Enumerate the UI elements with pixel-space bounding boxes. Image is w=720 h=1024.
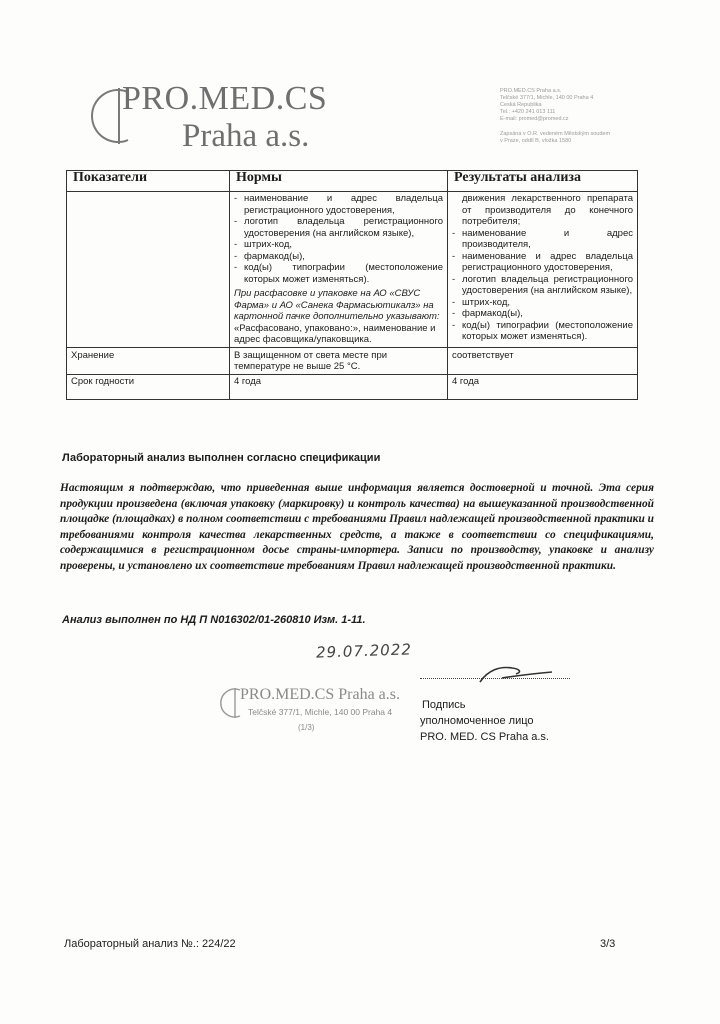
address-line: E-mail: promed@promed.cz — [500, 116, 569, 122]
specification-table — [66, 170, 638, 400]
results-cell — [448, 192, 638, 348]
header-indicators: Показатели — [67, 171, 230, 192]
lab-analysis-line: Лабораторный анализ выполнен согласно спецификации — [62, 452, 381, 464]
footer-lab-number: Лабораторный анализ №.: 224/22 — [64, 938, 236, 950]
list-item: - логотип владельца регистрационного удостоверения (на английском языке), — [234, 216, 443, 239]
table-row — [67, 374, 638, 399]
header-norms: Нормы — [230, 171, 448, 192]
signature-role: уполномоченное лицо — [420, 715, 534, 727]
list-item: - штрих-код, — [452, 297, 633, 309]
header-results: Результаты анализа — [448, 171, 638, 192]
address-gap — [500, 123, 660, 131]
company-address — [500, 88, 660, 145]
list-item: - код(ы) типографии (местоположение которых может изменяться). — [452, 320, 633, 343]
address-line: Česká Republika — [500, 102, 542, 108]
results-cell: соответствует — [448, 347, 638, 374]
address-line: v Praze, oddíl B, vložka 1580 — [500, 138, 572, 144]
address-line: Telčské 377/1, Michle, 140 00 Praha 4 — [500, 95, 594, 101]
table-row — [67, 192, 638, 348]
address-line: Tel.: +420 241 013 111 — [500, 109, 556, 115]
norms-cell — [230, 192, 448, 348]
address-line: Zapsána v O.R. vedeném Městským soudem — [500, 131, 611, 137]
list-item: - фармакод(ы), — [452, 308, 633, 320]
declaration-paragraph: Настоящим я подтверждаю, что приведенная выше информация является достоверной и точной. Эта серия продукции произведена (включая упаковку (маркировку) и контроль качества) на вышеуказанной производственной площадке (площадках) в полном соответствии с требованиями Правил надлежащей производственной практики и требованиями контроля качества лекарственных средств, а также в соответствии со спецификациями, содержащимися в регистрационном досье страны-импортера. Записи по производству, упаковке и анализу проверены, и установлено их соответствие требованиям Правил надлежащей производственной практики. — [60, 482, 654, 572]
stamp-number: (1/3) — [298, 723, 315, 732]
logo-text-line2: Praha a.s. — [182, 118, 310, 154]
list-item: - штрих-код, — [234, 239, 443, 251]
stamp-company-name: PRO.MED.CS Praha a.s. — [240, 686, 401, 703]
handwritten-date: 29.07.2022 — [315, 640, 413, 662]
list-item: - наименование и адрес производителя, — [452, 228, 633, 251]
table-header-row — [67, 171, 638, 192]
signature-line — [420, 678, 570, 679]
company-logo — [88, 78, 328, 158]
table-row — [67, 347, 638, 374]
logo-text-line1: PRO.MED.CS — [122, 80, 328, 117]
indicator-cell: Хранение — [67, 347, 230, 374]
norms-note-tail: «Расфасовано, упаковано:», наименование и адрес фасовщика/упаковщика. — [234, 322, 436, 345]
list-item: - код(ы) типографии (местоположение которых может изменяться). — [234, 262, 443, 285]
norms-list — [234, 193, 443, 285]
address-line: PRO.MED.CS Praha a.s. — [500, 88, 562, 94]
list-item: - наименование и адрес владельца регистрационного удостоверения, — [234, 193, 443, 216]
norms-cell: 4 года — [230, 374, 448, 399]
results-cell: 4 года — [448, 374, 638, 399]
list-item: - наименование и адрес владельца регистрационного удостоверения, — [452, 251, 633, 274]
company-stamp — [218, 686, 418, 736]
results-list — [452, 228, 633, 343]
page-number: 3/3 — [600, 938, 616, 950]
analysis-reference: Анализ выполнен по НД П N016302/01-260810 Изм. 1-11. — [62, 614, 366, 626]
indicator-cell: Срок годности — [67, 374, 230, 399]
signature-icon — [440, 660, 560, 690]
norms-cell: В защищенном от света месте при температуре не выше 25 °С. — [230, 347, 448, 374]
list-item: - логотип владельца регистрационного удостоверения (на английском языке), — [452, 274, 633, 297]
stamp-address: Telčské 377/1, Michle, 140 00 Praha 4 — [248, 707, 393, 717]
signature-block — [420, 697, 549, 745]
list-item: - фармакод(ы), — [234, 251, 443, 263]
norms-note — [234, 288, 443, 346]
indicator-cell — [67, 192, 230, 348]
norms-note-italic: При расфасовке и упаковке на АО «СВУС Фарма» и АО «Санека Фармасьютикалз» на картонной пачке дополнительно указывают: — [234, 288, 440, 322]
signature-company: PRO. MED. CS Praha a.s. — [420, 731, 549, 743]
results-lead: движения лекарственного препарата от производителя до конечного потребителя; — [462, 193, 633, 227]
signature-label: Подпись — [422, 699, 466, 711]
